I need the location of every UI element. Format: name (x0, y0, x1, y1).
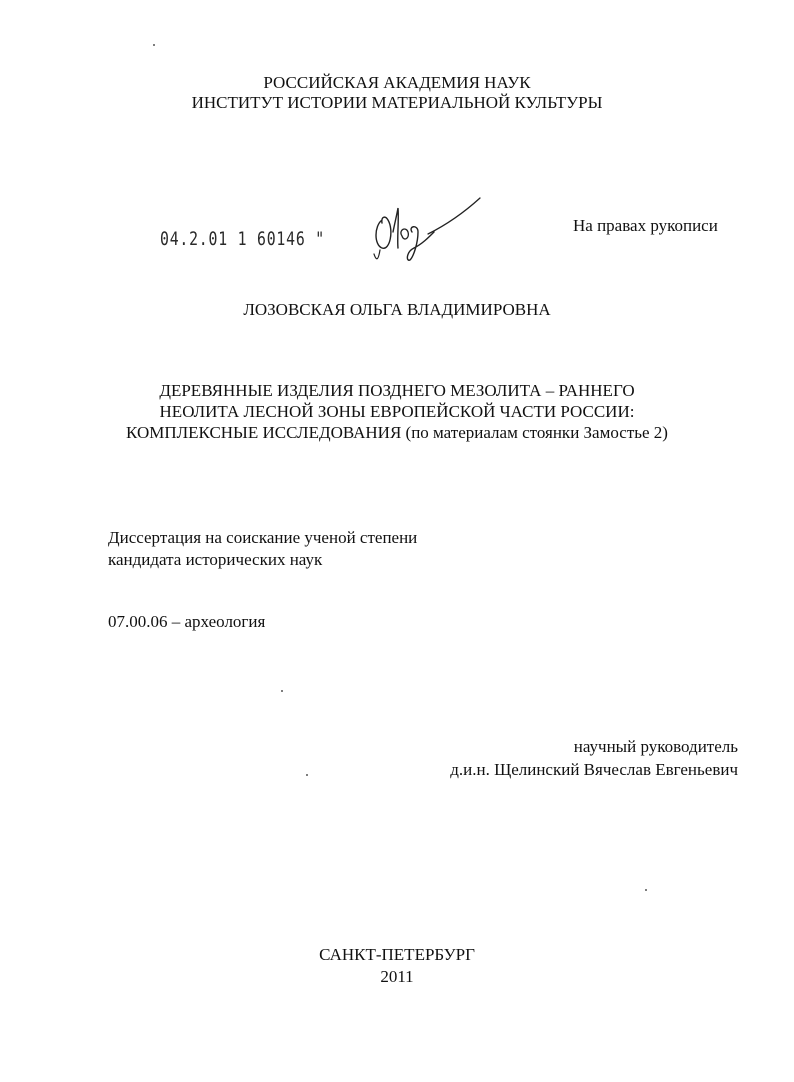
scan-speck (153, 44, 155, 46)
author-name: ЛОЗОВСКАЯ ОЛЬГА ВЛАДИМИРОВНА (243, 300, 551, 319)
advisor-name: д.и.н. Щелинский Вячеслав Евгеньевич (450, 760, 738, 779)
degree-statement-line-1: Диссертация на соискание ученой степени (108, 528, 418, 547)
institute-name: ИНСТИТУТ ИСТОРИИ МАТЕРИАЛЬНОЙ КУЛЬТУРЫ (191, 93, 603, 112)
specialty-code: 07.00.06 – археология (108, 612, 266, 631)
scan-speck (281, 690, 283, 692)
dissertation-title-line-2: НЕОЛИТА ЛЕСНОЙ ЗОНЫ ЕВРОПЕЙСКОЙ ЧАСТИ РОССИИ: (159, 402, 635, 421)
city: САНКТ-ПЕТЕРБУРГ (319, 945, 475, 964)
dissertation-title-subtitle: (по материалам стоянки Замостье 2) (401, 423, 668, 442)
registration-number: 04.2.01 1 60146 " (160, 228, 325, 250)
manuscript-rights-note: На правах рукописи (573, 216, 718, 235)
academy-name: РОССИЙСКАЯ АКАДЕМИЯ НАУК (263, 73, 531, 92)
scan-speck (645, 889, 647, 891)
scan-speck (306, 774, 308, 776)
dissertation-title-line-1: ДЕРЕВЯННЫЕ ИЗДЕЛИЯ ПОЗДНЕГО МЕЗОЛИТА – РАННЕГО (159, 381, 635, 400)
advisor-role: научный руководитель (573, 737, 738, 756)
dissertation-title-line-3 (0, 423, 794, 443)
signature-image (368, 190, 483, 265)
dissertation-title-main: КОМПЛЕКСНЫЕ ИССЛЕДОВАНИЯ (126, 423, 402, 442)
degree-statement-line-2: кандидата исторических наук (108, 550, 323, 569)
year: 2011 (380, 967, 414, 986)
